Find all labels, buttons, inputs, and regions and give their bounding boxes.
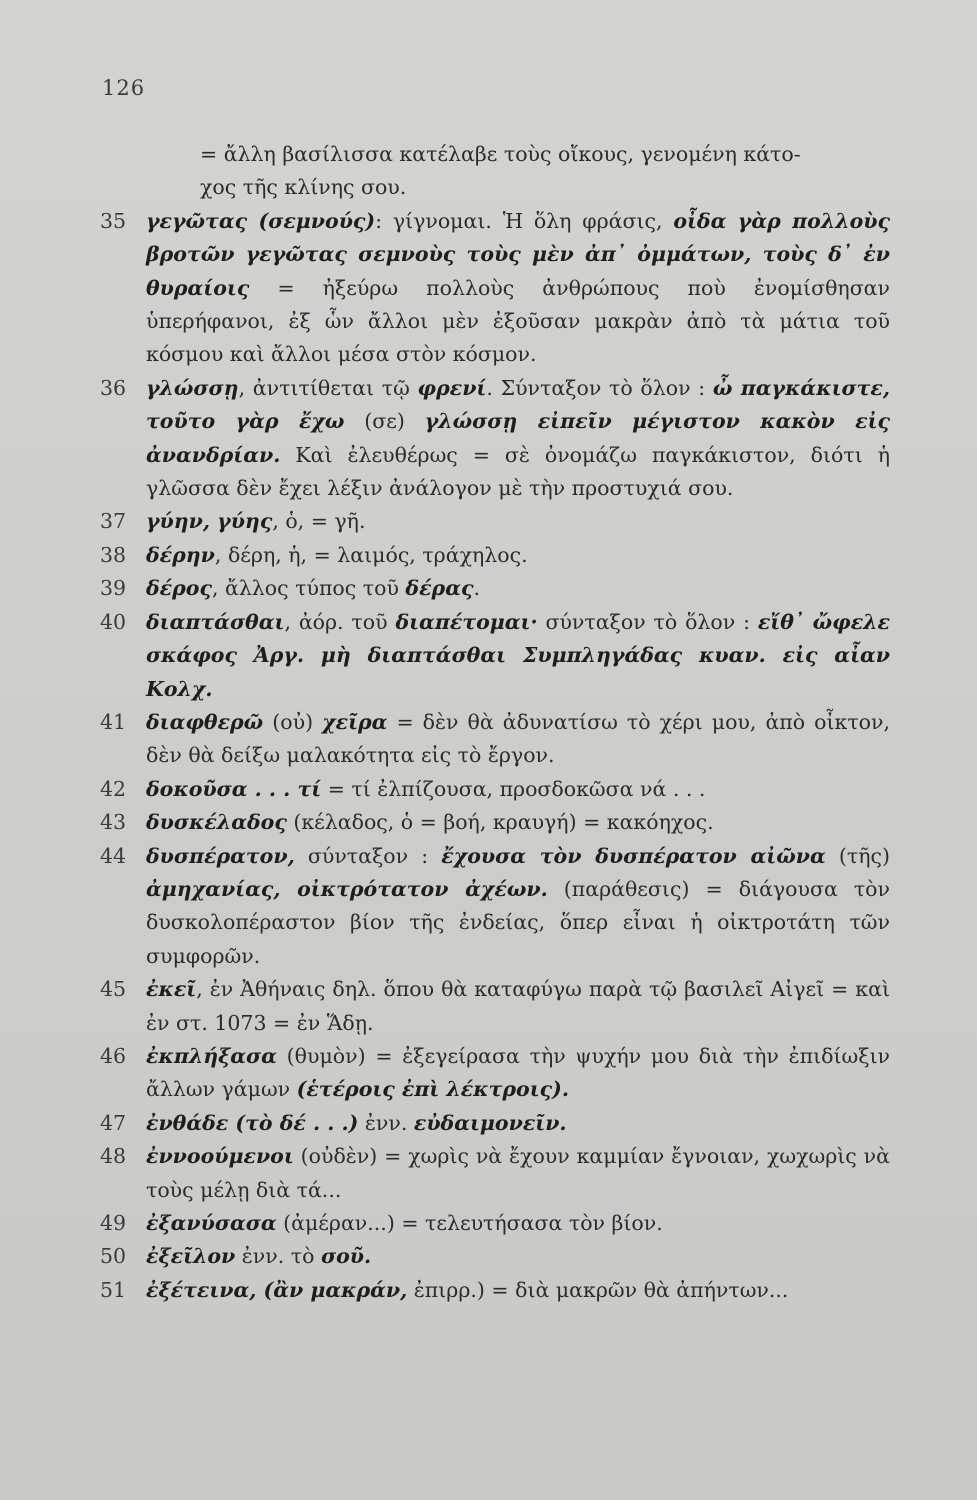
- entry-number: 37: [100, 509, 127, 534]
- entry-headword: ἐννοούμενοι: [146, 1144, 294, 1169]
- entry-35: [100, 205, 890, 372]
- entry-number: 36: [100, 375, 127, 400]
- entry-number: 45: [100, 977, 127, 1002]
- entry-number: 48: [100, 1144, 127, 1169]
- entry-38: [100, 539, 890, 572]
- continuation-line-1: = ἄλλη βασίλισσα κατέλαβε τοὺς οἴκους, γενομένη κάτο-: [200, 142, 801, 166]
- entry-text: = τί ἐλπίζουσα, προσδοκῶσα νά . . .: [321, 776, 706, 801]
- entry-text: ἐνν.: [358, 1110, 414, 1135]
- entry-headword: ἐνθάδε (τὸ δέ . . .): [146, 1110, 359, 1135]
- entry-rest: (τῆς): [825, 843, 890, 868]
- entry-number: 38: [100, 542, 127, 567]
- entry-text: , ἄλλος τύπος τοῦ: [211, 576, 406, 601]
- continuation-paragraph: [100, 138, 890, 205]
- entry-text: , ἐν Ἀθήναις δηλ. ὅπου θὰ καταφύγω παρὰ τῷ βασιλεῖ Αἰγεῖ = καὶ ἐν στ. 1073 = ἐν Ἅδῃ.: [146, 977, 890, 1035]
- entry-number: 49: [100, 1211, 127, 1235]
- entry-number: 42: [100, 776, 127, 801]
- entry-number: 40: [100, 609, 127, 634]
- continuation-line-2: χος τῆς κλίνης σου.: [200, 175, 407, 200]
- entry-50: [100, 1240, 890, 1273]
- entry-quote: διαπέτομαι·: [395, 609, 538, 634]
- entry-quote: δέρας: [405, 576, 474, 601]
- entry-41: [100, 706, 890, 773]
- entry-number: 41: [100, 709, 127, 734]
- entry-rest-3: Καὶ ἐλευθέρως = σὲ ὀνομάζω παγκάκιστον, διότι ἡ γλῶσσα δὲν ἔχει λέξιν ἀνάλογον μὲ τὴν προστυχιά σου.: [146, 442, 890, 501]
- entry-number: 43: [100, 810, 127, 835]
- entry-headword: ἐξεῖλον: [146, 1244, 236, 1269]
- entry-headword: διαπτάσθαι: [146, 609, 285, 634]
- entry-45: [100, 973, 890, 1040]
- entry-text: σύνταξον :: [294, 843, 442, 868]
- entry-number: 44: [100, 843, 127, 868]
- entry-text: , δέρη, ἡ, = λαιμός, τράχηλος.: [214, 542, 528, 567]
- entry-quote-2: εἴθ᾽ ὤφελε σκάφος Ἀργ. μὴ διαπτάσθαι Συμπληγάδας κυαν. εἰς αἶαν Κολχ.: [146, 609, 890, 701]
- entry-quote: ἔχουσα τὸν δυσπέρατον αἰῶνα: [441, 843, 826, 868]
- entry-rest: . Σύνταξον τὸ ὅλον :: [486, 375, 713, 400]
- entry-number: 39: [100, 576, 127, 601]
- entry-headword: διαφθερῶ: [146, 709, 264, 734]
- entry-headword: γλώσσῃ: [146, 375, 239, 400]
- entry-text: , ὁ, = γῆ.: [272, 509, 366, 534]
- entry-number: 51: [100, 1277, 127, 1302]
- entry-rest-2: (σε): [344, 409, 425, 434]
- entry-text: (θυμὸν) = ἐξεγείρασα τὴν ψυχήν μου διὰ τὴν ἐπιδίωξιν ἄλλων γάμων: [146, 1043, 890, 1102]
- entry-36: [100, 372, 890, 506]
- entry-40: [100, 606, 890, 706]
- entry-text: ἐνν. τὸ: [235, 1244, 321, 1269]
- entry-quote: εὐδαιμονεῖν.: [413, 1110, 567, 1135]
- entry-text: (κέλαδος, ὁ = βοή, κραυγή) = κακόηχος.: [286, 810, 714, 835]
- entry-number: 47: [100, 1110, 127, 1135]
- entry-37: [100, 505, 890, 538]
- entry-headword: ἐκπλήξασα: [146, 1043, 277, 1068]
- entry-quote: χεῖρα: [322, 709, 388, 734]
- entry-headword: γεγῶτας (σεμνούς): [146, 208, 376, 233]
- entry-text: ἐπιρρ.) = διὰ μακρῶν θὰ ἀπήντων...: [407, 1277, 789, 1302]
- entry-quote: σοῦ.: [320, 1244, 372, 1269]
- entry-rest: σύνταξον τὸ ὅλον :: [537, 609, 758, 634]
- entry-text: (ἀμέραν...) = τελευτήσασα τὸν βίον.: [276, 1211, 663, 1235]
- entry-headword: δέρος: [146, 576, 212, 601]
- entry-text: , ἀντιτίθεται τῷ: [238, 375, 418, 400]
- entry-44: [100, 840, 890, 974]
- entry-51: [100, 1274, 890, 1307]
- entry-42: [100, 773, 890, 806]
- entry-39: [100, 572, 890, 605]
- entry-rest: = δὲν θὰ ἀδυνατίσω τὸ χέρι μου, ἀπὸ οἶκτον, δὲν θὰ δείξω μαλακότητα εἰς τὸ ἔργον.: [146, 709, 891, 768]
- entry-headword: ἐξανύσασα: [146, 1211, 277, 1235]
- entry-number: 46: [100, 1043, 127, 1068]
- entry-quote: φρενί: [417, 375, 487, 400]
- entry-headword: ἐκεῖ: [146, 977, 197, 1002]
- entry-headword: ἐξέτεινα, (ἂν μακράν,: [146, 1277, 408, 1302]
- entry-number: 35: [100, 208, 127, 233]
- entry-headword: δυσπέρατον,: [146, 843, 295, 868]
- commentary-text: [100, 138, 890, 1307]
- entry-43: [100, 806, 890, 839]
- entry-quote-2: ἀμηχανίας, οἰκτρότατον ἀχέων.: [146, 876, 548, 901]
- page-number: 126: [102, 76, 146, 100]
- entry-headword: γύην, γύης: [146, 509, 273, 534]
- entry-headword: δοκοῦσα . . . τί: [146, 776, 322, 801]
- entry-rest: .: [473, 576, 480, 601]
- entry-46: [100, 1040, 890, 1107]
- entry-quote-2: ὦ παγκάκιστε, τοῦτο γὰρ ἔχω: [146, 375, 890, 434]
- entry-47: [100, 1107, 890, 1140]
- entry-quote: (ἑτέροις ἐπὶ λέκτροις).: [296, 1077, 569, 1102]
- entry-quote: οἶδα γὰρ πολλοὺς βροτῶν γεγῶτας σεμνοὺς τοὺς μὲν ἀπ᾽ ὀμμάτων, τοὺς δ᾽ ἐν θυραίοις: [146, 208, 890, 300]
- entry-text: (οὐ): [263, 709, 323, 734]
- entry-rest: = ἠξεύρω πολλοὺς ἀνθρώπους ποὺ ἐνομίσθησαν ὑπερήφανοι, ἐξ ὧν ἄλλοι μὲν ἐξοῦσαν μακρὰν ἀπὸ τὰ μάτια τοῦ κόσμου καὶ ἄλλοι μέσα στὸν κόσμον.: [146, 275, 890, 367]
- entry-text: , ἀόρ. τοῦ: [284, 609, 396, 634]
- entry-rest-2: (παράθεσις) = διάγουσα τὸν δυσκολοπέραστον βίον τῆς ἐνδείας, ὅπερ εἶναι ἡ οἰκτροτάτη τῶν συμφορῶν.: [146, 876, 890, 968]
- entry-text: (οὐδὲν) = χωρὶς νὰ ἔχουν καμμίαν ἔγνοιαν, χωχωρὶς νὰ τοὺς μέλῃ διὰ τά...: [146, 1144, 890, 1202]
- entry-49: [100, 1207, 890, 1240]
- entry-headword: δέρην: [146, 542, 215, 567]
- entry-text: : γίγνομαι. Ἡ ὅλη φράσις,: [375, 208, 674, 233]
- entry-quote-3: γλώσσῃ εἰπεῖν μέγιστον κακὸν εἰς ἀνανδρίαν.: [146, 409, 890, 467]
- entry-48: [100, 1140, 890, 1207]
- entry-number: 50: [100, 1244, 127, 1269]
- entry-headword: δυσκέλαδος: [146, 810, 287, 835]
